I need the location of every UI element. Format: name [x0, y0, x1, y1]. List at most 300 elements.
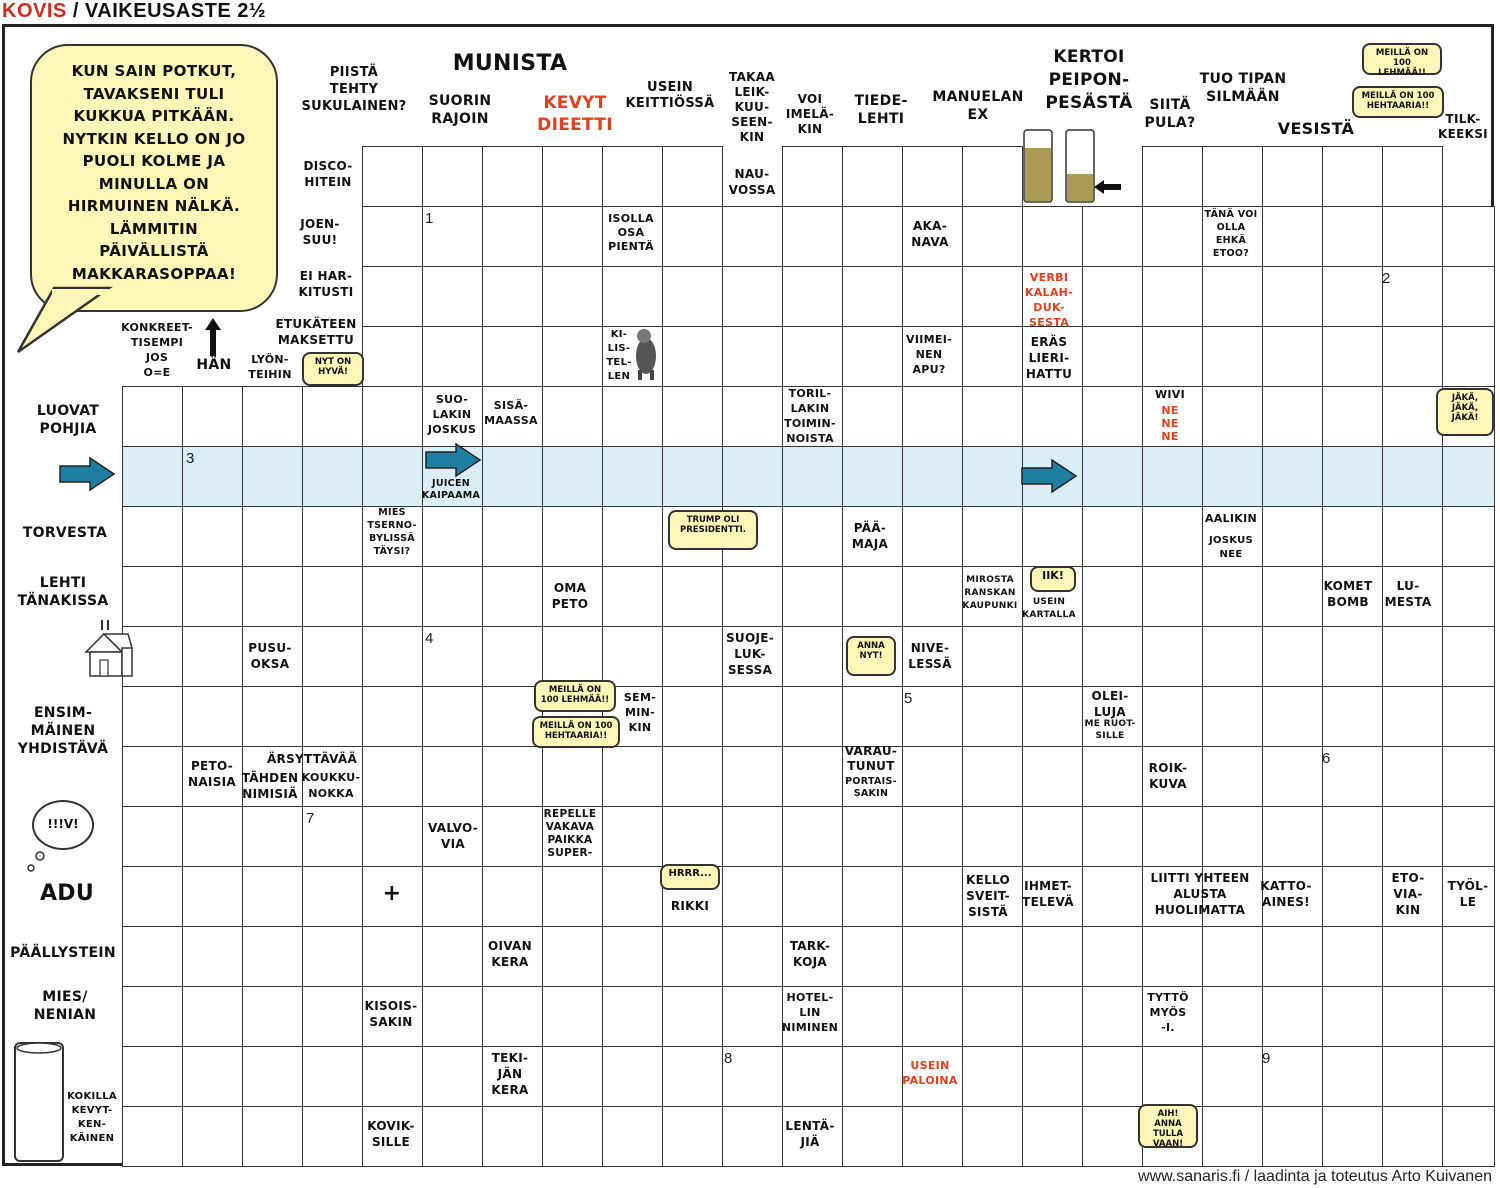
grid-cell[interactable] — [362, 746, 423, 807]
grid-cell[interactable] — [1022, 206, 1083, 267]
grid-cell[interactable] — [602, 746, 663, 807]
grid-cell[interactable] — [1142, 146, 1203, 207]
grid-cell[interactable] — [122, 866, 183, 927]
grid-cell[interactable] — [542, 506, 603, 567]
grid-cell[interactable] — [602, 146, 663, 207]
grid-cell[interactable] — [842, 146, 903, 207]
grid-cell[interactable] — [1322, 266, 1383, 327]
grid-cell[interactable] — [962, 986, 1023, 1047]
grid-cell[interactable] — [482, 746, 543, 807]
grid-cell[interactable] — [1082, 866, 1143, 927]
grid-cell[interactable] — [362, 1046, 423, 1107]
grid-cell[interactable] — [182, 506, 243, 567]
grid-cell[interactable] — [1142, 446, 1203, 507]
grid-cell[interactable] — [842, 686, 903, 747]
grid-cell[interactable] — [1082, 986, 1143, 1047]
grid-cell[interactable] — [422, 1106, 483, 1167]
grid-cell[interactable] — [482, 146, 543, 207]
grid-cell[interactable] — [782, 206, 843, 267]
grid-cell[interactable] — [722, 926, 783, 987]
grid-cell[interactable] — [242, 386, 303, 447]
grid-cell[interactable] — [1262, 686, 1323, 747]
grid-cell[interactable] — [662, 626, 723, 687]
grid-cell[interactable] — [1322, 206, 1383, 267]
grid-cell[interactable] — [1022, 746, 1083, 807]
grid-cell[interactable] — [182, 1046, 243, 1107]
grid-cell[interactable] — [902, 746, 963, 807]
grid-cell[interactable] — [782, 806, 843, 867]
grid-cell[interactable] — [902, 986, 963, 1047]
grid-cell[interactable] — [962, 386, 1023, 447]
grid-cell[interactable] — [902, 1106, 963, 1167]
grid-cell[interactable] — [302, 386, 363, 447]
grid-cell[interactable] — [482, 986, 543, 1047]
grid-cell[interactable] — [902, 386, 963, 447]
grid-cell[interactable] — [1322, 866, 1383, 927]
grid-cell[interactable] — [182, 566, 243, 627]
grid-cell[interactable] — [782, 146, 843, 207]
grid-cell[interactable] — [602, 446, 663, 507]
grid-cell[interactable] — [602, 1046, 663, 1107]
grid-cell[interactable] — [782, 446, 843, 507]
grid-cell[interactable] — [1322, 146, 1383, 207]
grid-cell[interactable] — [1322, 326, 1383, 387]
grid-cell[interactable] — [1442, 1046, 1495, 1107]
grid-cell[interactable] — [962, 1046, 1023, 1107]
grid-cell[interactable] — [122, 806, 183, 867]
grid-cell[interactable] — [422, 986, 483, 1047]
grid-cell[interactable] — [602, 566, 663, 627]
grid-cell[interactable] — [1202, 746, 1263, 807]
grid-cell[interactable] — [1442, 266, 1495, 327]
grid-cell[interactable] — [1022, 1106, 1083, 1167]
grid-cell[interactable] — [722, 986, 783, 1047]
grid-cell[interactable] — [1442, 746, 1495, 807]
grid-cell[interactable] — [1382, 506, 1443, 567]
grid-cell[interactable] — [722, 806, 783, 867]
grid-cell[interactable] — [1382, 446, 1443, 507]
grid-cell[interactable] — [182, 806, 243, 867]
grid-cell[interactable] — [1322, 806, 1383, 867]
grid-cell[interactable] — [902, 446, 963, 507]
grid-cell[interactable] — [962, 266, 1023, 327]
grid-cell[interactable] — [1442, 446, 1495, 507]
grid-cell[interactable] — [902, 146, 963, 207]
grid-cell[interactable] — [1202, 566, 1263, 627]
grid-cell[interactable] — [1322, 1046, 1383, 1107]
grid-cell[interactable] — [1262, 1046, 1323, 1107]
grid-cell[interactable] — [1082, 266, 1143, 327]
grid-cell[interactable] — [842, 566, 903, 627]
grid-cell[interactable] — [362, 626, 423, 687]
grid-cell[interactable] — [1322, 986, 1383, 1047]
grid-cell[interactable] — [722, 866, 783, 927]
grid-cell[interactable] — [1442, 206, 1495, 267]
grid-cell[interactable] — [1442, 326, 1495, 387]
grid-cell[interactable] — [422, 326, 483, 387]
grid-cell[interactable] — [302, 986, 363, 1047]
grid-cell[interactable] — [842, 986, 903, 1047]
grid-cell[interactable] — [662, 1046, 723, 1107]
grid-cell[interactable] — [602, 926, 663, 987]
grid-cell[interactable] — [1202, 686, 1263, 747]
grid-cell[interactable] — [542, 206, 603, 267]
grid-cell[interactable] — [1202, 1106, 1263, 1167]
grid-cell[interactable] — [662, 146, 723, 207]
grid-cell[interactable] — [1382, 626, 1443, 687]
grid-cell[interactable] — [1082, 626, 1143, 687]
grid-cell[interactable] — [1262, 446, 1323, 507]
grid-cell[interactable] — [1442, 986, 1495, 1047]
grid-cell[interactable] — [242, 446, 303, 507]
grid-cell[interactable] — [722, 746, 783, 807]
grid-cell[interactable] — [242, 686, 303, 747]
grid-cell[interactable] — [122, 1106, 183, 1167]
grid-cell[interactable] — [1142, 506, 1203, 567]
grid-cell[interactable] — [1322, 686, 1383, 747]
grid-cell[interactable] — [422, 866, 483, 927]
grid-cell[interactable] — [122, 386, 183, 447]
grid-cell[interactable] — [1442, 806, 1495, 867]
grid-cell[interactable] — [302, 446, 363, 507]
grid-cell[interactable] — [662, 206, 723, 267]
grid-cell[interactable] — [362, 386, 423, 447]
grid-cell[interactable] — [1082, 326, 1143, 387]
grid-cell[interactable] — [1202, 386, 1263, 447]
grid-cell[interactable] — [602, 806, 663, 867]
grid-cell[interactable] — [1082, 746, 1143, 807]
grid-cell[interactable] — [1022, 506, 1083, 567]
grid-cell[interactable] — [662, 386, 723, 447]
grid-cell[interactable] — [482, 866, 543, 927]
grid-cell[interactable] — [122, 1046, 183, 1107]
grid-cell[interactable] — [842, 266, 903, 327]
grid-cell[interactable] — [1382, 806, 1443, 867]
grid-cell[interactable] — [182, 866, 243, 927]
grid-cell[interactable] — [302, 686, 363, 747]
grid-cell[interactable] — [1202, 926, 1263, 987]
grid-cell[interactable] — [422, 506, 483, 567]
grid-cell[interactable] — [1022, 926, 1083, 987]
grid-cell[interactable] — [782, 326, 843, 387]
grid-cell[interactable] — [662, 446, 723, 507]
grid-cell[interactable] — [182, 686, 243, 747]
grid-cell[interactable] — [1262, 326, 1323, 387]
grid-cell[interactable] — [962, 686, 1023, 747]
grid-cell[interactable] — [1322, 386, 1383, 447]
grid-cell[interactable] — [1022, 986, 1083, 1047]
grid-cell[interactable] — [542, 1106, 603, 1167]
grid-cell[interactable] — [122, 746, 183, 807]
grid-cell[interactable] — [482, 1106, 543, 1167]
grid-cell[interactable] — [962, 806, 1023, 867]
grid-cell[interactable] — [782, 506, 843, 567]
grid-cell[interactable] — [1382, 266, 1443, 327]
grid-cell[interactable] — [902, 926, 963, 987]
grid-cell[interactable] — [422, 146, 483, 207]
grid-cell[interactable] — [1082, 1106, 1143, 1167]
grid-cell[interactable] — [482, 206, 543, 267]
grid-cell[interactable] — [962, 326, 1023, 387]
grid-cell[interactable] — [122, 506, 183, 567]
grid-cell[interactable] — [962, 1106, 1023, 1167]
grid-cell[interactable] — [482, 266, 543, 327]
grid-cell[interactable] — [1262, 806, 1323, 867]
grid-cell[interactable] — [662, 266, 723, 327]
grid-cell[interactable] — [602, 386, 663, 447]
grid-cell[interactable] — [362, 686, 423, 747]
grid-cell[interactable] — [842, 926, 903, 987]
grid-cell[interactable] — [662, 746, 723, 807]
grid-cell[interactable] — [1442, 626, 1495, 687]
grid-cell[interactable] — [362, 446, 423, 507]
grid-cell[interactable] — [482, 326, 543, 387]
grid-cell[interactable] — [122, 926, 183, 987]
grid-cell[interactable] — [722, 686, 783, 747]
grid-cell[interactable] — [722, 386, 783, 447]
grid-cell[interactable] — [1142, 686, 1203, 747]
grid-cell[interactable] — [1202, 1046, 1263, 1107]
grid-cell[interactable] — [182, 626, 243, 687]
grid-cell[interactable] — [242, 926, 303, 987]
grid-cell[interactable] — [722, 326, 783, 387]
grid-cell[interactable] — [1202, 806, 1263, 867]
grid-cell[interactable] — [602, 266, 663, 327]
grid-cell[interactable] — [302, 926, 363, 987]
grid-cell[interactable] — [1442, 686, 1495, 747]
grid-cell[interactable] — [662, 806, 723, 867]
grid-cell[interactable] — [902, 806, 963, 867]
grid-cell[interactable] — [1082, 386, 1143, 447]
grid-cell[interactable] — [722, 266, 783, 327]
grid-cell[interactable] — [722, 1106, 783, 1167]
grid-cell[interactable] — [1022, 626, 1083, 687]
grid-cell[interactable] — [1022, 1046, 1083, 1107]
grid-cell[interactable] — [542, 446, 603, 507]
grid-cell[interactable] — [122, 446, 183, 507]
grid-cell[interactable] — [602, 866, 663, 927]
grid-cell[interactable] — [302, 1046, 363, 1107]
grid-cell[interactable] — [1262, 626, 1323, 687]
grid-cell[interactable] — [422, 266, 483, 327]
grid-cell[interactable] — [422, 746, 483, 807]
grid-cell[interactable] — [1382, 1046, 1443, 1107]
grid-cell[interactable] — [782, 566, 843, 627]
grid-cell[interactable] — [242, 506, 303, 567]
grid-cell[interactable] — [662, 686, 723, 747]
grid-cell[interactable] — [1322, 446, 1383, 507]
grid-cell[interactable] — [362, 806, 423, 867]
grid-cell[interactable] — [1322, 926, 1383, 987]
grid-cell[interactable] — [962, 446, 1023, 507]
grid-cell[interactable] — [1022, 806, 1083, 867]
grid-cell[interactable] — [1082, 446, 1143, 507]
grid-cell[interactable] — [362, 266, 423, 327]
grid-cell[interactable] — [182, 926, 243, 987]
grid-cell[interactable] — [842, 806, 903, 867]
grid-cell[interactable] — [242, 1106, 303, 1167]
grid-cell[interactable] — [1262, 506, 1323, 567]
grid-cell[interactable] — [722, 566, 783, 627]
grid-cell[interactable] — [362, 326, 423, 387]
grid-cell[interactable] — [242, 806, 303, 867]
grid-cell[interactable] — [1142, 626, 1203, 687]
grid-cell[interactable] — [1382, 686, 1443, 747]
grid-cell[interactable] — [422, 686, 483, 747]
grid-cell[interactable] — [842, 386, 903, 447]
grid-cell[interactable] — [1142, 326, 1203, 387]
grid-cell[interactable] — [782, 746, 843, 807]
grid-cell[interactable] — [662, 926, 723, 987]
grid-cell[interactable] — [602, 1106, 663, 1167]
grid-cell[interactable] — [1142, 566, 1203, 627]
grid-cell[interactable] — [482, 806, 543, 867]
grid-cell[interactable] — [1442, 926, 1495, 987]
grid-cell[interactable] — [782, 686, 843, 747]
grid-cell[interactable] — [902, 866, 963, 927]
grid-cell[interactable] — [662, 566, 723, 627]
grid-cell[interactable] — [542, 146, 603, 207]
grid-cell[interactable] — [1322, 506, 1383, 567]
grid-cell[interactable] — [1142, 926, 1203, 987]
grid-cell[interactable] — [422, 566, 483, 627]
grid-cell[interactable] — [1262, 926, 1323, 987]
grid-cell[interactable] — [482, 506, 543, 567]
grid-cell[interactable] — [662, 986, 723, 1047]
grid-cell[interactable] — [1262, 566, 1323, 627]
grid-cell[interactable] — [362, 146, 423, 207]
grid-cell[interactable] — [842, 206, 903, 267]
grid-cell[interactable] — [1382, 1106, 1443, 1167]
grid-cell[interactable] — [1262, 146, 1323, 207]
grid-cell[interactable] — [542, 986, 603, 1047]
grid-cell[interactable] — [1382, 986, 1443, 1047]
grid-cell[interactable] — [842, 866, 903, 927]
grid-cell[interactable] — [1382, 206, 1443, 267]
grid-cell[interactable] — [482, 566, 543, 627]
grid-cell[interactable] — [782, 1046, 843, 1107]
grid-cell[interactable] — [902, 506, 963, 567]
grid-cell[interactable] — [242, 986, 303, 1047]
grid-cell[interactable] — [842, 1106, 903, 1167]
grid-cell[interactable] — [362, 926, 423, 987]
grid-cell[interactable] — [1262, 206, 1323, 267]
grid-cell[interactable] — [542, 926, 603, 987]
grid-cell[interactable] — [302, 566, 363, 627]
grid-cell[interactable] — [242, 1046, 303, 1107]
grid-cell[interactable] — [1382, 926, 1443, 987]
grid-cell[interactable] — [1322, 1106, 1383, 1167]
grid-cell[interactable] — [1082, 206, 1143, 267]
grid-cell[interactable] — [1322, 626, 1383, 687]
grid-cell[interactable] — [1202, 446, 1263, 507]
grid-cell[interactable] — [1262, 1106, 1323, 1167]
grid-cell[interactable] — [962, 626, 1023, 687]
grid-cell[interactable] — [722, 206, 783, 267]
grid-cell[interactable] — [302, 626, 363, 687]
grid-cell[interactable] — [902, 266, 963, 327]
grid-cell[interactable] — [782, 626, 843, 687]
grid-cell[interactable] — [662, 326, 723, 387]
grid-cell[interactable] — [1442, 566, 1495, 627]
grid-cell[interactable] — [542, 386, 603, 447]
grid-cell[interactable] — [602, 626, 663, 687]
grid-cell[interactable] — [1082, 926, 1143, 987]
grid-cell[interactable] — [1082, 566, 1143, 627]
grid-cell[interactable] — [1322, 746, 1383, 807]
grid-cell[interactable] — [542, 626, 603, 687]
grid-cell[interactable] — [1202, 266, 1263, 327]
grid-cell[interactable] — [1442, 506, 1495, 567]
grid-cell[interactable] — [542, 866, 603, 927]
grid-cell[interactable] — [1142, 266, 1203, 327]
grid-cell[interactable] — [782, 266, 843, 327]
grid-cell[interactable] — [962, 506, 1023, 567]
grid-cell[interactable] — [1262, 386, 1323, 447]
grid-cell[interactable] — [482, 626, 543, 687]
grid-cell[interactable] — [302, 866, 363, 927]
grid-cell[interactable] — [602, 506, 663, 567]
grid-cell[interactable] — [1142, 1046, 1203, 1107]
grid-cell[interactable] — [962, 206, 1023, 267]
grid-cell[interactable] — [842, 1046, 903, 1107]
grid-cell[interactable] — [1382, 146, 1443, 207]
grid-cell[interactable] — [842, 326, 903, 387]
grid-cell[interactable] — [1202, 626, 1263, 687]
grid-cell[interactable] — [1262, 746, 1323, 807]
grid-cell[interactable] — [1442, 1106, 1495, 1167]
grid-cell[interactable] — [1022, 386, 1083, 447]
grid-cell[interactable] — [542, 266, 603, 327]
grid-cell[interactable] — [122, 986, 183, 1047]
grid-cell[interactable] — [542, 1046, 603, 1107]
grid-cell[interactable] — [542, 326, 603, 387]
grid-cell[interactable] — [902, 566, 963, 627]
grid-cell[interactable] — [1262, 266, 1323, 327]
grid-cell[interactable] — [1082, 506, 1143, 567]
grid-cell[interactable] — [662, 1106, 723, 1167]
grid-cell[interactable] — [1082, 1046, 1143, 1107]
grid-cell[interactable] — [362, 566, 423, 627]
grid-cell[interactable] — [962, 746, 1023, 807]
grid-cell[interactable] — [962, 146, 1023, 207]
grid-cell[interactable] — [422, 1046, 483, 1107]
grid-cell[interactable] — [242, 566, 303, 627]
grid-cell[interactable] — [302, 1106, 363, 1167]
grid-cell[interactable] — [602, 986, 663, 1047]
grid-cell[interactable] — [422, 926, 483, 987]
grid-cell[interactable] — [542, 746, 603, 807]
grid-cell[interactable] — [1202, 986, 1263, 1047]
grid-cell[interactable] — [182, 986, 243, 1047]
grid-cell[interactable] — [182, 1106, 243, 1167]
grid-cell[interactable] — [1382, 746, 1443, 807]
grid-cell[interactable] — [122, 686, 183, 747]
grid-cell[interactable] — [242, 866, 303, 927]
grid-cell[interactable] — [362, 206, 423, 267]
grid-cell[interactable] — [482, 446, 543, 507]
grid-cell[interactable] — [1202, 326, 1263, 387]
grid-cell[interactable] — [182, 386, 243, 447]
grid-cell[interactable] — [1082, 806, 1143, 867]
grid-cell[interactable] — [1202, 146, 1263, 207]
grid-cell[interactable] — [962, 926, 1023, 987]
grid-cell[interactable] — [1022, 686, 1083, 747]
grid-cell[interactable] — [1142, 806, 1203, 867]
grid-cell[interactable] — [302, 506, 363, 567]
grid-cell[interactable] — [1262, 986, 1323, 1047]
grid-cell[interactable] — [782, 866, 843, 927]
